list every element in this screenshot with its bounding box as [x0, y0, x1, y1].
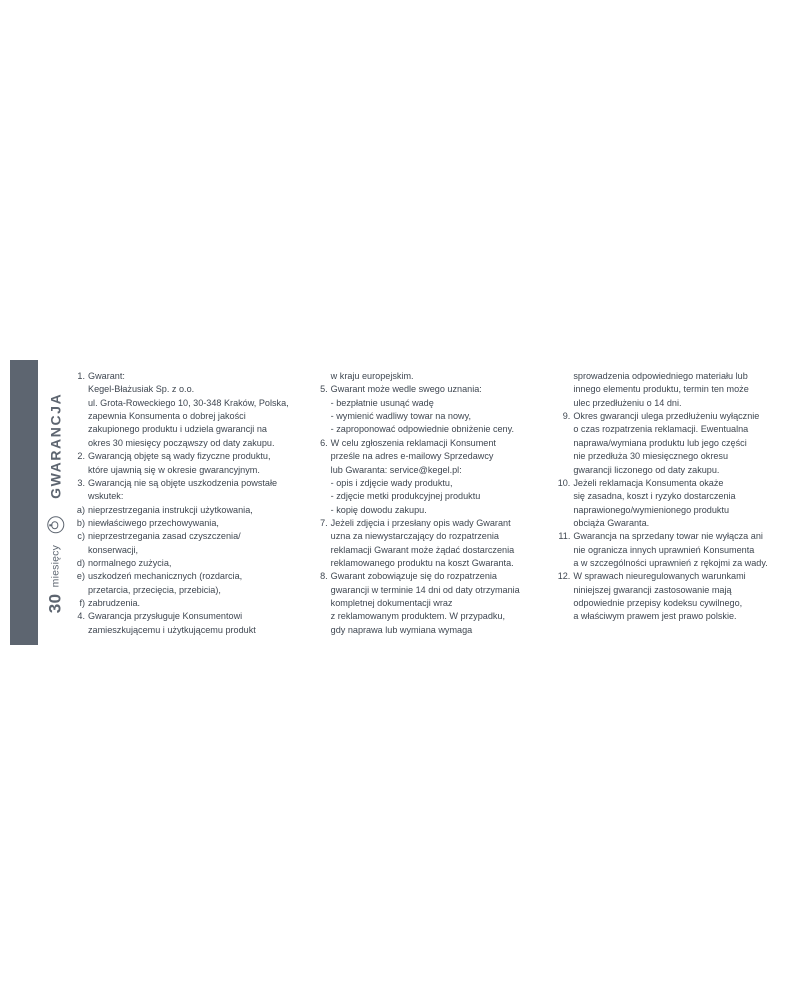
warranty-clause-text [331, 370, 540, 383]
warranty-clause [72, 504, 297, 517]
warranty-clause-line: o czas rozpatrzenia reklamacji. Ewentualna [573, 424, 749, 435]
warranty-title: GWARANCJA [47, 392, 63, 499]
warranty-seal-icon [47, 515, 64, 532]
warranty-clause-line: normalnego zużycia, [88, 558, 172, 569]
page-blank-bottom [0, 645, 800, 1000]
warranty-clause-number [315, 370, 331, 383]
warranty-clause [72, 450, 297, 477]
warranty-clause-number: d) [76, 558, 85, 569]
warranty-clause-line: - kopię dowodu zakupu. [330, 504, 427, 515]
warranty-clause-text [573, 477, 782, 530]
warranty-clause-line: zamieszkującemu i użytkującemu produkt [88, 624, 256, 635]
warranty-clause-line: zakupionego produktu i udziela gwarancji na [88, 424, 267, 435]
warranty-text-columns [72, 360, 800, 645]
warranty-clause-line: wskutek: [88, 491, 124, 502]
warranty-clause-number: 7. [320, 517, 328, 528]
warranty-clause-text [88, 530, 297, 557]
warranty-clause-text [88, 597, 297, 610]
warranty-clause [315, 383, 540, 436]
warranty-clause-number: b) [76, 517, 85, 528]
warranty-clause-line: sprowadzenia odpowiedniego materiału lub [573, 371, 748, 381]
warranty-clause-line: - bezpłatnie usunąć wadę [330, 397, 434, 408]
page-blank-top [0, 0, 800, 360]
warranty-clause-line: gwarancji w terminie 14 dni od daty otrzymania [330, 584, 520, 595]
warranty-clause [72, 597, 297, 610]
warranty-clause-line: Jeżeli reklamacja Konsumenta okaże [573, 477, 724, 488]
warranty-clause-line: nieprzestrzegania instrukcji użytkowania, [88, 504, 253, 515]
warranty-clause-line: Okres gwarancji ulega przedłużeniu wyłącznie [573, 411, 760, 422]
warranty-clause-line: naprawionego/wymienionego produktu [573, 504, 730, 515]
warranty-column-3 [557, 370, 782, 645]
warranty-clause [72, 477, 297, 504]
warranty-clause-number [557, 370, 573, 410]
warranty-clause-line: nieprzestrzegania zasad czyszczenia/ [88, 531, 241, 542]
warranty-clause-text [88, 517, 297, 530]
warranty-sidebar [0, 360, 72, 645]
warranty-clause-line: prześle na adres e-mailowy Sprzedawcy [330, 451, 494, 462]
warranty-clause-line: Gwarant może wedle swego uznania: [330, 384, 482, 395]
warranty-clause-number: 3. [77, 477, 85, 488]
warranty-clause-text [88, 477, 297, 504]
warranty-clause-number: 12. [557, 571, 571, 582]
warranty-clause-number: 2. [77, 451, 85, 462]
warranty-clause-line: Gwarancja na sprzedany towar nie wyłącza ani [573, 531, 763, 542]
warranty-clause [557, 477, 782, 530]
warranty-clause [315, 370, 540, 383]
warranty-clause-line: zapewnia Konsumenta o dobrej jakości [88, 411, 246, 422]
warranty-clause-line: okres 30 miesięcy począwszy od daty zakupu. [88, 437, 275, 448]
warranty-clause-line: obciąża Gwaranta. [573, 517, 650, 528]
warranty-clause-line: Jeżeli zdjęcia i przesłany opis wady Gwarant [330, 517, 511, 528]
warranty-clause-line: reklamacji Gwarant może żądać dostarczenia [330, 544, 515, 555]
sidebar-accent-bar [10, 360, 38, 645]
warranty-clause [315, 437, 540, 517]
warranty-clause-line: Gwarancja przysługuje Konsumentowi [88, 611, 243, 622]
warranty-clause [72, 557, 297, 570]
warranty-clause-line: przetarcia, przecięcia, przebicia), [88, 584, 221, 595]
warranty-clause-line: gwarancji liczonego od daty zakupu. [573, 464, 720, 475]
warranty-clause-text [331, 517, 540, 570]
warranty-clause-line: niewłaściwego przechowywania, [88, 517, 219, 528]
warranty-clause-line: - zaproponować odpowiednie obniżenie ceny. [330, 424, 515, 435]
warranty-clause-text [88, 610, 297, 637]
warranty-clause-number: 10. [557, 477, 571, 488]
warranty-clause [72, 370, 297, 450]
warranty-clause-line: - zdjęcie metki produkcyjnej produktu [330, 491, 481, 502]
warranty-months-word: miesięcy [49, 544, 61, 587]
warranty-clause-line: Gwarancją nie są objęte uszkodzenia powstałe [88, 477, 278, 488]
warranty-clause-number: f) [79, 598, 85, 609]
warranty-clause-text [331, 570, 540, 637]
warranty-clause [72, 610, 297, 637]
warranty-section [0, 360, 800, 645]
warranty-months-number: 30 [45, 592, 64, 613]
warranty-clause-number: c) [77, 531, 85, 542]
warranty-clause-line: ul. Grota-Roweckiego 10, 30-348 Kraków, Polska, [88, 397, 289, 408]
warranty-clause-line: - wymienić wadliwy towar na nowy, [330, 411, 471, 422]
warranty-clause-line: konserwacji, [88, 544, 139, 555]
warranty-column-2 [315, 370, 540, 645]
warranty-clause-number: 9. [562, 411, 571, 422]
warranty-clause-number: 1. [77, 371, 85, 381]
warranty-vertical-label [38, 360, 72, 645]
warranty-clause [557, 370, 782, 410]
warranty-clause-line: a właściwym prawem jest prawo polskie. [573, 611, 737, 622]
warranty-clause [557, 530, 782, 570]
warranty-clause-text [88, 450, 297, 477]
warranty-clause-text [573, 570, 782, 623]
warranty-clause-line: lub Gwaranta: service@kegel.pl: [330, 464, 462, 475]
warranty-clause [557, 410, 782, 477]
warranty-clause-number: 4. [77, 611, 85, 622]
warranty-clause-line: z reklamowanym produktem. W przypadku, [330, 611, 506, 622]
warranty-clause [72, 530, 297, 557]
warranty-clause-text [573, 410, 782, 477]
warranty-clause-line: uszkodzeń mechanicznych (rozdarcia, [88, 571, 243, 582]
warranty-clause [72, 570, 297, 597]
warranty-clause-number: a) [76, 504, 85, 515]
warranty-clause-line: które ujawnią się w okresie gwarancyjnym. [88, 464, 260, 475]
warranty-clause-line: uzna za niewystarczający do rozpatrzenia [330, 531, 499, 542]
warranty-clause-line: nie przedłuża 30 miesięcznego okresu [573, 451, 729, 462]
warranty-clause-text [331, 437, 540, 517]
warranty-clause-text [88, 570, 297, 597]
warranty-clause-text [88, 557, 297, 570]
warranty-clause-line: naprawa/wymiana produktu lub jego części [573, 437, 747, 448]
warranty-clause-text [331, 383, 540, 436]
warranty-clause-line: niniejszej gwarancji zastosowanie mają [573, 584, 732, 595]
warranty-clause-line: ulec przedłużeniu o 14 dni. [573, 397, 682, 408]
warranty-clause-text [573, 370, 782, 410]
warranty-clause-number: 5. [320, 384, 328, 395]
warranty-clause-line: Gwarancją objęte są wady fizyczne produktu, [88, 451, 271, 462]
warranty-clause [315, 570, 540, 637]
warranty-clause-line: odpowiednie przepisy kodeksu cywilnego, [573, 598, 743, 609]
warranty-clause [72, 517, 297, 530]
warranty-clause-line: nie ogranicza innych uprawnień Konsumenta [573, 544, 755, 555]
warranty-clause-line: innego elementu produktu, termin ten może [573, 384, 749, 395]
warranty-clause-number: 6. [320, 437, 328, 448]
warranty-column-1 [72, 370, 297, 645]
warranty-clause-line: się zasadna, koszt i ryzyko dostarczenia [573, 491, 736, 502]
warranty-clause-line: w kraju europejskim. [330, 371, 414, 381]
warranty-clause-line: W celu zgłoszenia reklamacji Konsument [330, 437, 496, 448]
warranty-clause-line: kompletnej dokumentacji wraz [330, 598, 453, 609]
warranty-clause-line: W sprawach nieuregulowanych warunkami [573, 571, 746, 582]
warranty-clause-line: - opis i zdjęcie wady produktu, [330, 477, 453, 488]
warranty-clause-number: 11. [558, 531, 571, 542]
warranty-clause-line: zabrudzenia. [88, 598, 141, 609]
warranty-clause [315, 517, 540, 570]
warranty-clause-text [88, 370, 297, 450]
warranty-clause-number: 8. [320, 571, 328, 582]
warranty-clause-text [573, 530, 782, 570]
warranty-clause-line: a w szczególności uprawnień z rękojmi za wady. [573, 558, 768, 569]
warranty-clause-line: Gwarant: [88, 371, 125, 381]
warranty-clause-line: Gwarant zobowiązuje się do rozpatrzenia [330, 571, 497, 582]
warranty-clause-number: e) [76, 571, 85, 582]
warranty-clause-line: Kegel-Błażusiak Sp. z o.o. [88, 384, 195, 395]
warranty-clause-line: reklamowanego produktu na koszt Gwaranta. [330, 558, 514, 569]
warranty-clause [557, 570, 782, 623]
warranty-clause-text [88, 504, 297, 517]
warranty-clause-line: gdy naprawa lub wymiana wymaga [330, 624, 473, 635]
